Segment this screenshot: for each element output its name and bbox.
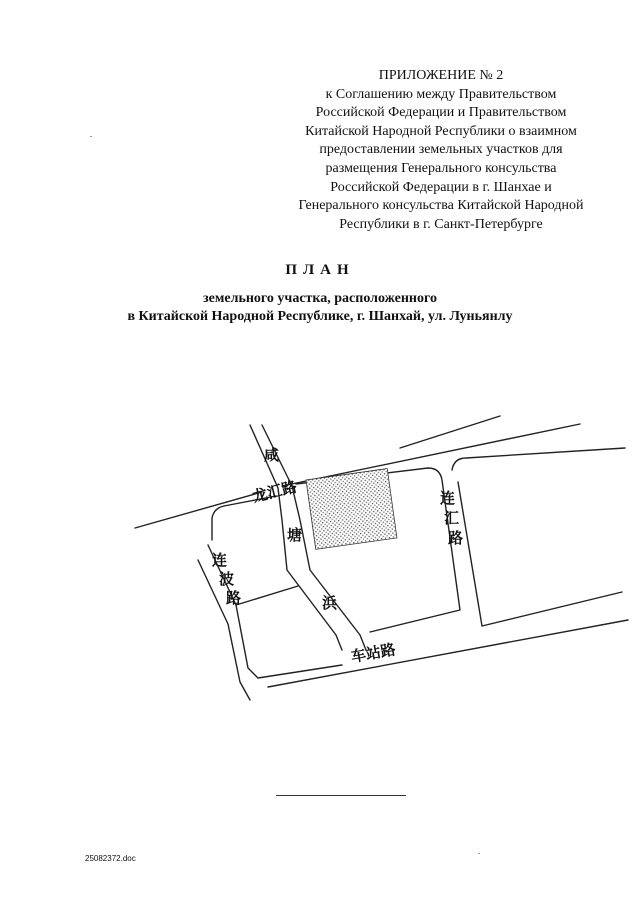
scan-speck [478,853,480,854]
appendix-line: к Соглашению между Правительством [325,86,557,102]
street-label-lianhui-2: 汇 [444,509,460,527]
block-outline [458,482,622,626]
block-outline [236,586,298,605]
street-label-lianhui-1: 连 [440,489,456,507]
plan-subtitle-line: земельного участка, расположенного [203,291,437,306]
appendix-line: Российской Федерации в г. Шанхае и [330,179,552,195]
street-label-lianbo-1: 连 [212,551,228,569]
street-label-lianbo-3: 路 [226,589,242,607]
appendix-line: Республики в г. Санкт-Петербурге [339,216,543,232]
plan-subtitle [0,290,640,326]
street-label-lianhui-3: 路 [448,529,464,547]
land-plot-hatched [306,469,397,550]
scan-speck [90,136,92,137]
street-label-longhui: 龙汇路 [250,477,299,506]
street-label-chezhan: 车站路 [349,640,398,666]
appendix-line: размещения Генерального консульства [325,160,557,176]
separator-line [276,795,406,796]
site-map [0,400,640,710]
road-edge [135,492,262,528]
appendix-line: ПРИЛОЖЕНИЕ № 2 [378,68,504,83]
appendix-line: Генерального консульства Китайской Народной [298,198,584,214]
plan-title: ПЛАН [285,262,355,278]
street-label-lianbo-2: 波 [219,570,235,588]
appendix-header [276,67,606,234]
appendix-line: Китайской Народной Республики о взаимном [305,123,577,139]
plan-subtitle-line: в Китайской Народной Республике, г. Шанхай, ул. Луньянлу [127,309,513,324]
block-outline [452,448,625,470]
appendix-line: Российской Федерации и Правительством [315,105,567,121]
road-edge [268,620,628,687]
appendix-line: предоставлении земельных участков для [319,142,563,158]
street-label-bang: 浜 [322,594,338,612]
street-label-tang: 塘 [287,526,303,544]
document-id: 25082372.doc [85,854,136,863]
street-label-xian: 咸 [264,446,280,464]
